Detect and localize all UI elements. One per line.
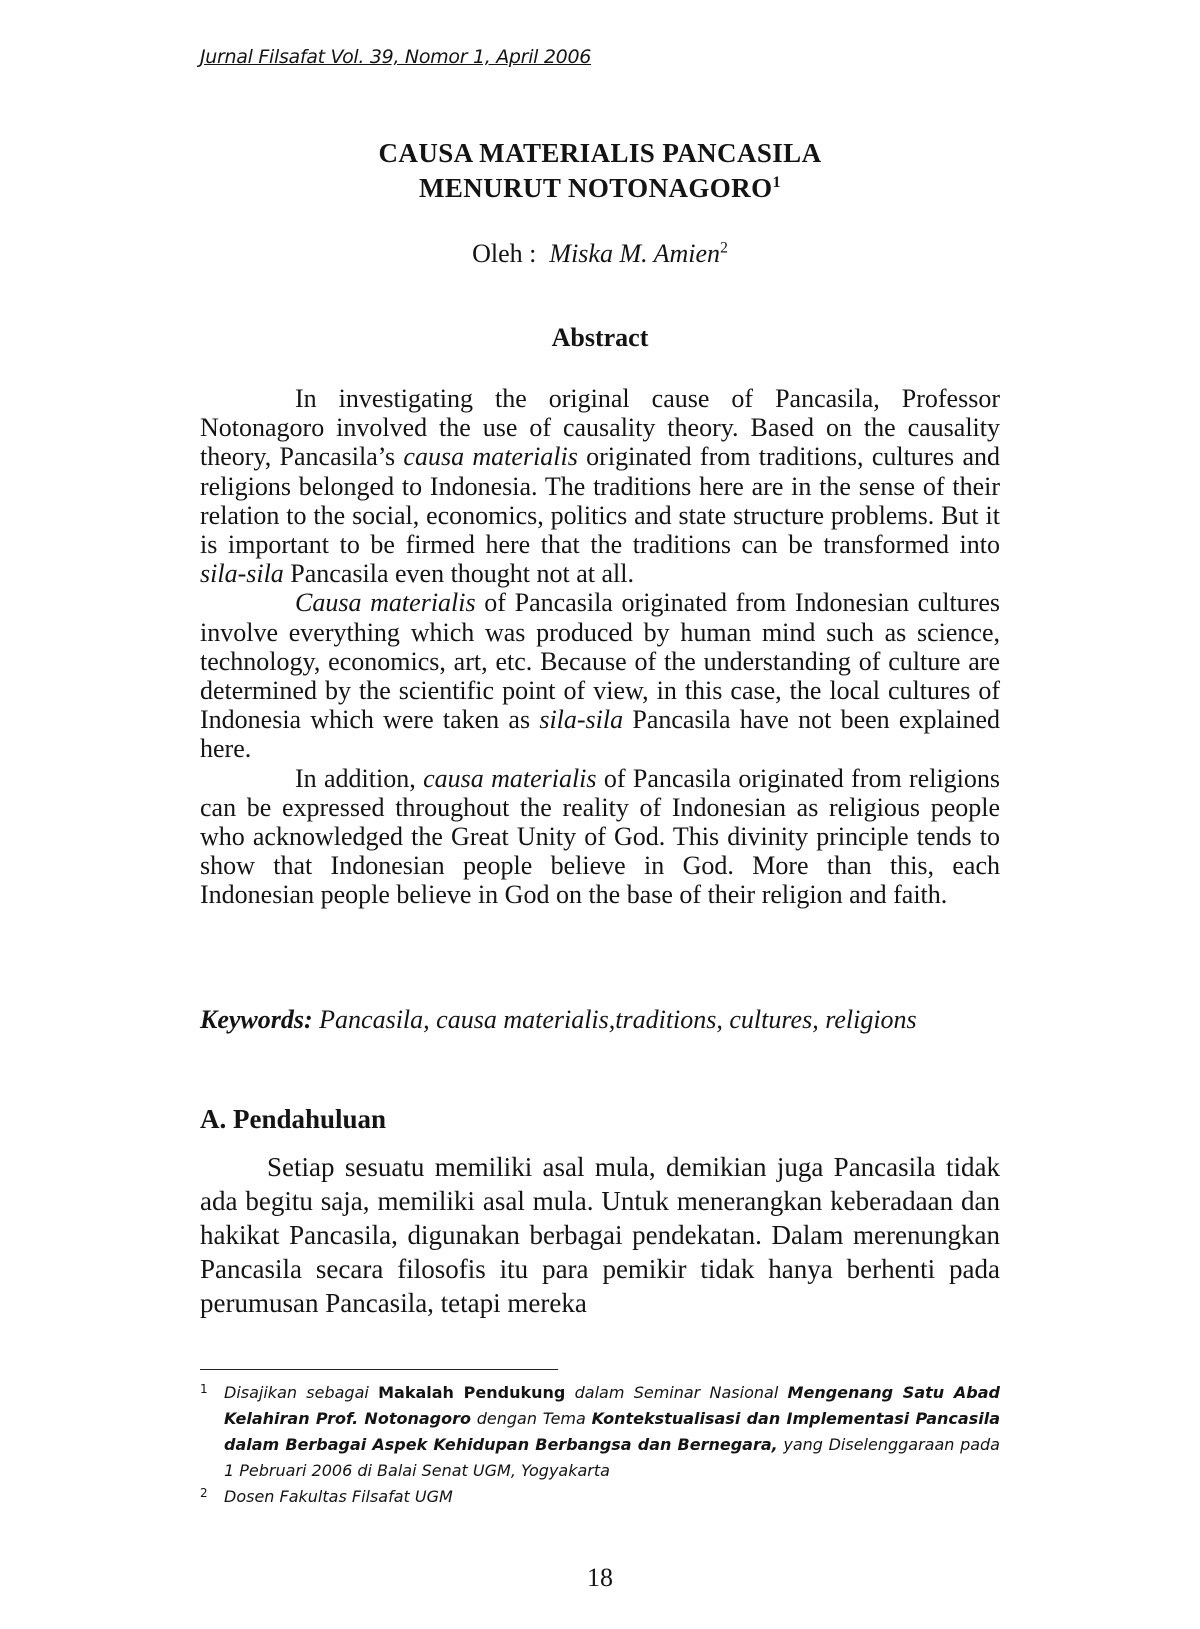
keywords-label: Keywords: [200, 1005, 313, 1034]
footnote-number: 1 [200, 1382, 208, 1396]
author-name: Miska M. Amien [549, 239, 721, 268]
abstract-heading: Abstract [551, 323, 649, 352]
abstract-paragraph: In addition, causa materialis of Pancasila originated from religions can be expressed throughout the reality of Indonesian as religious people who acknowledged the Great Unity of God. This divinity principle tends to show that Indonesian people believe in God. More than this, each Indonesian people believe in God on the base of their religion and faith. [200, 763, 1001, 910]
byline-prefix: Oleh : [472, 239, 537, 268]
body-paragraph: Setiap sesuatu memiliki asal mula, demikian juga Pancasila tidak ada begitu saja, memiliki asal mula. Untuk menerangkan keberadaan dan hakikat Pancasila, digunakan berbagai pendekatan. Dalam merenungkan Pancasila secara filosofis itu para pemikir tidak hanya berhenti pada perumusan Pancasila, tetapi mereka [200, 1152, 1000, 1318]
footnote-divider [200, 1369, 558, 1370]
abstract-body [200, 384, 1000, 910]
article-title-line-2: MENURUT NOTONAGORO$^1$ [419, 173, 781, 203]
footnote-number: 2 [200, 1486, 208, 1500]
footnote-2: 2 Dosen Fakultas Filsafat UGM [200, 1484, 1000, 1510]
title-footnote-mark: 1 [772, 173, 781, 191]
byline [200, 239, 1000, 269]
abstract-paragraph: Causa materialis of Pancasila originated from Indonesian cultures involve everything which was produced by human mind such as science, technology, economics, art, etc. Because of the understanding of culture are determined by the scientific point of view, in this case, the local cultures of Indonesia which were taken as sila-sila Pancasila have not been explained here. [200, 588, 1000, 764]
author-footnote-mark: 2 [720, 239, 728, 257]
footnote-1: 1 Disajikan sebagai Makalah Pendukung dalam Seminar Nasional Mengenang Satu Abad Kelahiran Prof. Notonagoro dengan Tema Kontekstualisasi dan Implementasi Pancasila dalam Berbagai Aspek Kehidupan Berbangsa dan Bernegara, yang Diselenggaraan pada 1 Pebruari 2006 di Balai Senat UGM, Yogyakarta [200, 1380, 1000, 1484]
running-head: Jurnal Filsafat Vol. 39, Nomor 1, April 2006 [200, 46, 592, 68]
article-title-line-1: CAUSA MATERIALIS PANCASILA [378, 138, 822, 168]
page-number: 18 [587, 1563, 613, 1592]
body-text [200, 1150, 1000, 1320]
footnotes [200, 1380, 1000, 1510]
section-heading: A. Pendahuluan [200, 1104, 387, 1134]
keywords [200, 1005, 1000, 1035]
abstract-paragraph: In investigating the original cause of Pancasila, Professor Notonagoro involved the use of causality theory. Based on the causality theory, Pancasila’s causa materialis originated from traditions, cultures and religions belonged to Indonesia. The traditions here are in the sense of their relation to the social, economics, politics and state structure problems. But it is important to be firmed here that the traditions can be transformed into sila-sila Pancasila even thought not at all. [200, 384, 1000, 589]
keywords-text: Pancasila, causa materialis,traditions, cultures, religions [312, 1005, 917, 1034]
